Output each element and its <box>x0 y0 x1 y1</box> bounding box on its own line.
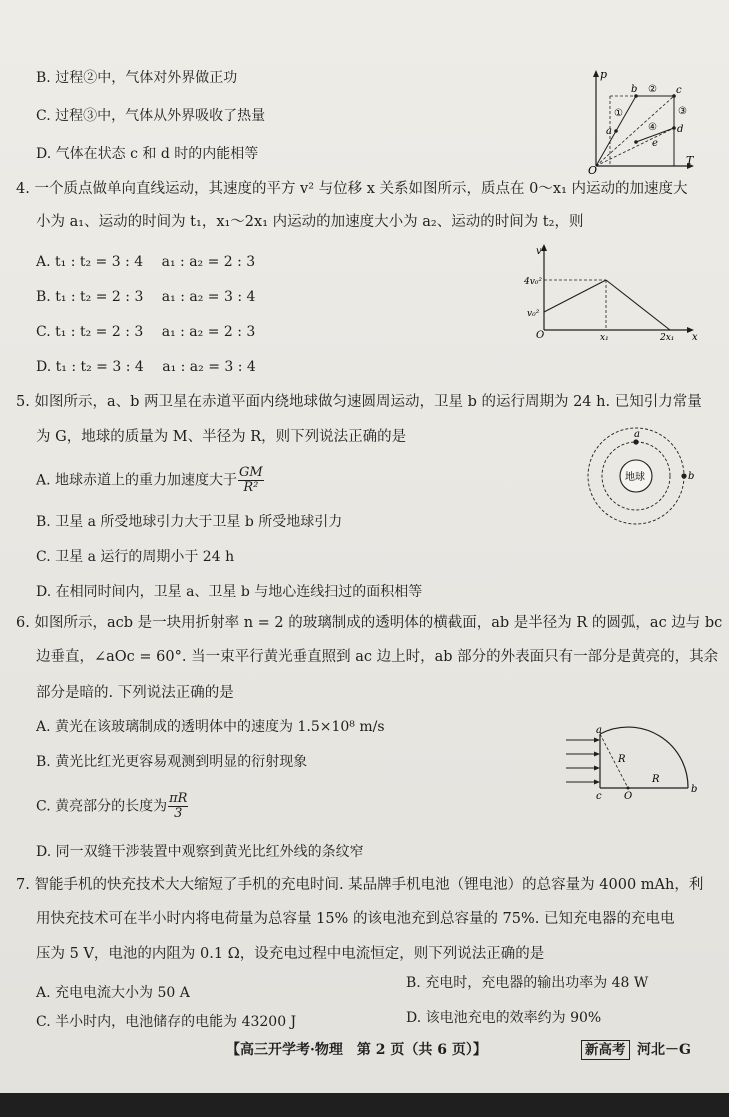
q5-option-c: C. 卫星 a 运行的周期小于 24 h <box>36 549 235 565</box>
q4-stem-line-2: 小为 a₁、运动的时间为 t₁，x₁～2x₁ 内运动的加速度大小为 a₂、运动的时间为 t₂，则 <box>36 214 584 230</box>
q6-label-b: b <box>691 784 698 795</box>
q5-option-b: B. 卫星 a 所受地球引力大于卫星 b 所受地球引力 <box>36 514 343 530</box>
q6-label-r1: R <box>618 754 626 765</box>
q5-option-a-text: A. 地球赤道上的重力加速度大于 <box>36 472 238 489</box>
q4-ytick-4v0: 4v₀² <box>524 277 543 287</box>
q6-stem-line-2: 边垂直，∠aOc = 60°. 当一束平行黄光垂直照到 ac 边上时，ab 部分的外表面只有一部分是黄亮的，其余 <box>36 649 719 665</box>
q3-origin: O <box>588 164 598 174</box>
q6-option-c-fraction <box>168 792 188 821</box>
q6-stem-line-1: 6. 如图所示，acb 是一块用折射率 n = 2 的玻璃制成的透明体的横截面，ab 是半径为 R 的圆弧，ac 边与 bc <box>16 615 723 631</box>
q5-orbit-figure <box>584 424 696 528</box>
q7-stem-line-3: 压为 5 V，电池的内阻为 0.1 Ω，设充电过程中电流恒定，则下列说法正确的是 <box>36 946 545 962</box>
q6-frac-num: πR <box>169 791 188 806</box>
q4-axis-v2: v² <box>536 246 546 257</box>
q5-sat-b: b <box>688 471 695 482</box>
q3-point-c: c <box>676 85 682 96</box>
bottom-dark-strip <box>0 1093 729 1117</box>
q7-stem-line-1: 7. 智能手机的快充技术大大缩短了手机的充电时间. 某品牌手机电池（锂电池）的总容量为 4000 mAh，利 <box>16 877 704 893</box>
q3-process-4: ④ <box>648 122 657 133</box>
q3-point-d: d <box>677 124 684 135</box>
q4-xtick-x1: x₁ <box>600 333 609 340</box>
q7-option-a: A. 充电电流大小为 50 A <box>36 985 190 1001</box>
q7-stem-line-2: 用快充技术可在半小时内将电荷量为总容量 15% 的该电池充到总容量的 75%. 已知充电器的充电电 <box>36 911 675 927</box>
q4-axis-x: x <box>692 332 698 340</box>
q5-frac-den: R² <box>243 480 259 495</box>
q4-xtick-2x1: 2x₁ <box>660 333 675 340</box>
q4-option-b: B. t₁ : t₂ = 2 : 3 a₁ : a₂ = 3 : 4 <box>36 289 256 305</box>
q3-axis-p: p <box>600 68 608 81</box>
q4-option-a: A. t₁ : t₂ = 3 : 4 a₁ : a₂ = 2 : 3 <box>36 254 256 270</box>
q5-option-a <box>36 466 264 495</box>
q3-option-b: B. 过程②中，气体对外界做正功 <box>36 70 238 86</box>
q3-process-2: ② <box>648 84 657 95</box>
q3-process-3: ③ <box>678 106 687 117</box>
q4-option-c: C. t₁ : t₂ = 2 : 3 a₁ : a₂ = 2 : 3 <box>36 324 256 340</box>
q6-label-r2: R <box>652 774 660 785</box>
q6-option-d: D. 同一双缝干涉装置中观察到黄光比红外线的条纹窄 <box>36 844 364 860</box>
q6-stem-line-3: 部分是暗的. 下列说法正确的是 <box>36 685 234 701</box>
q3-option-c: C. 过程③中，气体从外界吸收了热量 <box>36 108 266 124</box>
footer-region: 河北－G <box>637 1042 691 1058</box>
q3-pt-diagram <box>586 66 696 174</box>
q5-stem-line-2: 为 G，地球的质量为 M、半径为 R，则下列说法正确的是 <box>36 429 407 445</box>
q7-option-c: C. 半小时内，电池储存的电能为 43200 J <box>36 1014 297 1030</box>
q6-option-c <box>36 792 188 821</box>
q5-sat-a: a <box>634 429 640 440</box>
q6-option-b: B. 黄光比红光更容易观测到明显的衍射现象 <box>36 754 308 770</box>
q5-option-d: D. 在相同时间内，卫星 a、卫星 b 与地心连线扫过的面积相等 <box>36 584 423 600</box>
q5-stem-line-1: 5. 如图所示，a、b 两卫星在赤道平面内绕地球做匀速圆周运动，卫星 b 的运行周期为 24 h. 已知引力常量 <box>16 394 702 410</box>
q7-option-b: B. 充电时，充电器的输出功率为 48 W <box>406 975 649 991</box>
q6-label-a: a <box>596 726 602 736</box>
q7-option-d: D. 该电池充电的效率约为 90% <box>406 1010 602 1026</box>
q3-point-e: e <box>652 138 658 149</box>
q4-stem-line-1: 4. 一个质点做单向直线运动，其速度的平方 v² 与位移 x 关系如图所示，质点在 0～x₁ 内运动的加速度大 <box>16 181 688 197</box>
q6-option-c-text: C. 黄亮部分的长度为 <box>36 798 168 815</box>
q5-option-a-fraction <box>238 466 264 495</box>
q5-earth-label: 地球 <box>625 472 645 483</box>
q3-process-1: ① <box>614 108 623 119</box>
q3-point-a: a <box>606 126 612 137</box>
q4-option-d: D. t₁ : t₂ = 3 : 4 a₁ : a₂ = 3 : 4 <box>36 359 256 375</box>
q5-frac-num: GM <box>239 465 263 480</box>
q6-glass-figure <box>560 726 700 802</box>
q3-axis-t: T <box>686 154 694 167</box>
q6-frac-den: 3 <box>174 806 183 821</box>
q6-label-c: c <box>596 791 602 802</box>
q6-option-a: A. 黄光在该玻璃制成的透明体中的速度为 1.5×10⁸ m/s <box>36 719 385 735</box>
q3-point-b: b <box>631 84 638 95</box>
footer-tag-badge: 新高考 <box>581 1040 630 1060</box>
q3-option-d: D. 气体在状态 c 和 d 时的内能相等 <box>36 146 259 162</box>
q4-origin: O <box>536 330 545 340</box>
page-footer-title: 【高三开学考·物理 第 2 页（共 6 页）】 <box>226 1042 487 1058</box>
q6-label-o: O <box>624 791 633 802</box>
q4-ytick-v0: v₀² <box>527 309 540 319</box>
q4-v2-x-graph <box>524 240 700 340</box>
